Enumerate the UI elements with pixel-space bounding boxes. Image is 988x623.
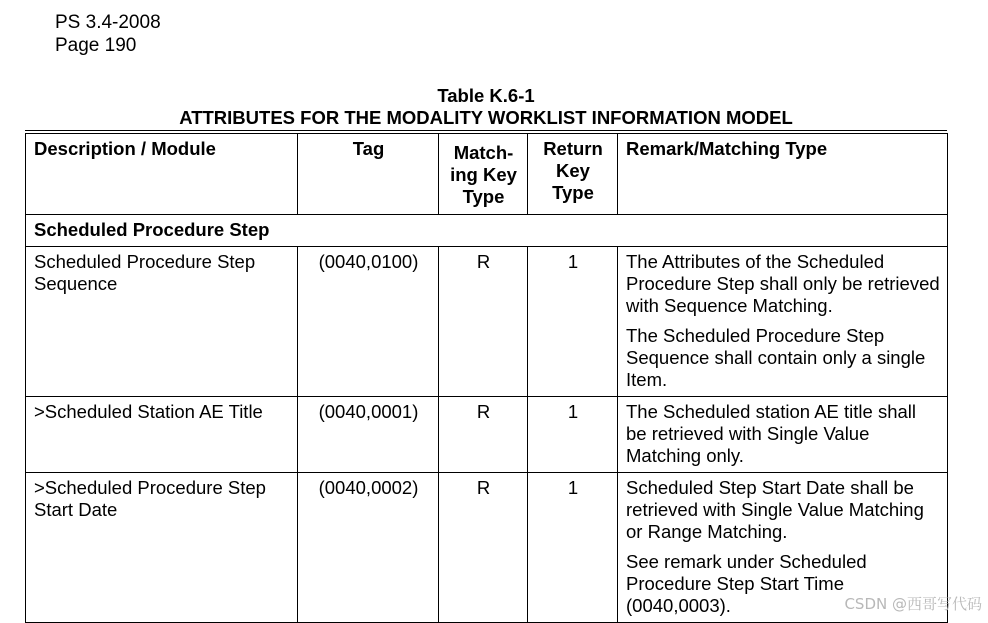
table-row — [26, 397, 948, 473]
cell-matching-key-type: R — [439, 397, 528, 473]
watermark-text: CSDN @西哥写代码 — [844, 595, 982, 613]
table-header-row — [26, 134, 948, 215]
return-key-header-line: Return — [543, 138, 603, 159]
document-id: PS 3.4-2008 — [55, 12, 161, 33]
remark-paragraph: See remark under Scheduled Procedure Step Start Time (0040,0003). — [626, 551, 867, 616]
table-row — [26, 473, 948, 623]
matching-key-header-line: Match- — [453, 142, 514, 163]
cell-tag: (0040,0001) — [298, 397, 439, 473]
cell-tag: (0040,0002) — [298, 473, 439, 623]
section-row — [26, 215, 948, 247]
page-header — [55, 11, 161, 57]
remark-paragraph: Scheduled Step Start Date shall be retrieved with Single Value Matching or Range Matching. — [626, 477, 924, 542]
page-number: Page 190 — [55, 35, 137, 56]
cell-return-key-type: 1 — [528, 397, 618, 473]
column-header-matching-key-type — [439, 134, 528, 215]
remark-paragraph: The Attributes of the Scheduled Procedure Step shall only be retrieved with Sequence Matching. — [626, 251, 940, 316]
section-title: Scheduled Procedure Step — [26, 215, 948, 247]
table-caption — [25, 85, 947, 129]
return-key-header-line: Key — [556, 160, 590, 181]
cell-return-key-type: 1 — [528, 247, 618, 397]
attributes-table — [25, 133, 948, 623]
table-number: Table K.6-1 — [437, 85, 535, 106]
matching-key-header-line: Type — [462, 186, 505, 207]
return-key-header-line: Type — [552, 182, 594, 203]
cell-tag: (0040,0100) — [298, 247, 439, 397]
table-title: ATTRIBUTES FOR THE MODALITY WORKLIST INFORMATION MODEL — [179, 107, 793, 128]
cell-remark — [618, 397, 948, 473]
column-header-tag: Tag — [298, 134, 439, 215]
cell-remark — [618, 247, 948, 397]
table-row — [26, 247, 948, 397]
column-header-remark: Remark/Matching Type — [618, 134, 948, 215]
cell-matching-key-type: R — [439, 247, 528, 397]
cell-matching-key-type: R — [439, 473, 528, 623]
remark-paragraph: The Scheduled Procedure Step Sequence shall contain only a single Item. — [626, 325, 926, 390]
remark-paragraph: The Scheduled station AE title shall be retrieved with Single Value Matching only. — [626, 401, 917, 466]
column-header-description: Description / Module — [26, 134, 298, 215]
cell-description: Scheduled Procedure Step Sequence — [26, 247, 298, 397]
cell-description: >Scheduled Procedure Step Start Date — [26, 473, 298, 623]
column-header-return-key-type — [528, 134, 618, 215]
table-wrapper — [25, 130, 947, 623]
matching-key-header-line: ing Key — [450, 164, 517, 185]
cell-return-key-type: 1 — [528, 473, 618, 623]
cell-description: >Scheduled Station AE Title — [26, 397, 298, 473]
